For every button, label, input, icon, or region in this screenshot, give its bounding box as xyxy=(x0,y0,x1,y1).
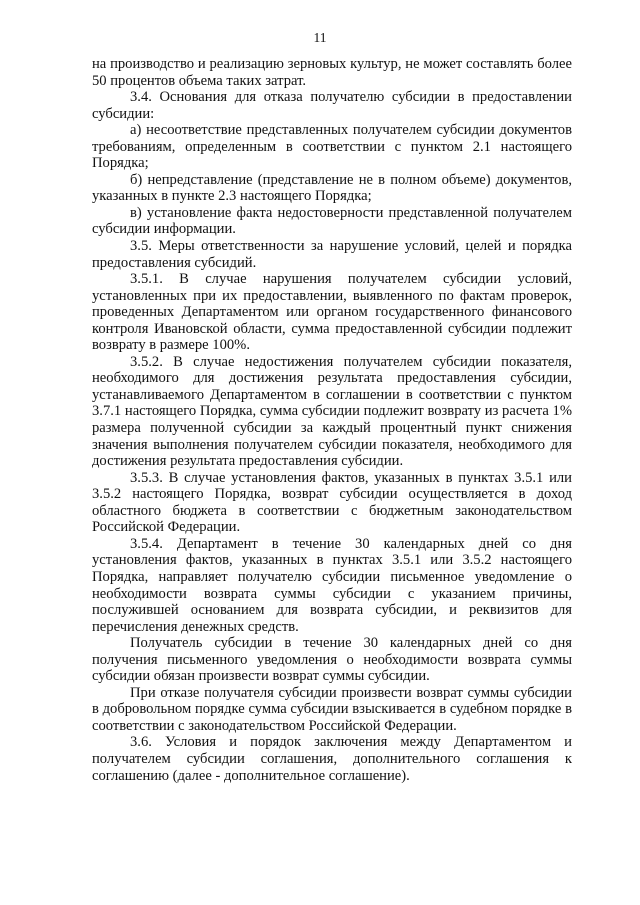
paragraph-3-4-v: в) установление факта недостоверности представленной получателем субсидии информации. xyxy=(92,204,572,238)
paragraph-3-5-3: 3.5.3. В случае установления фактов, указанных в пунктах 3.5.1 или 3.5.2 настоящего Порядка, возврат субсидии осуществляется в доход областного бюджета в соответствии с бюджетным законодательством Российской Федерации. xyxy=(92,469,572,536)
paragraph-refund-obligation: Получатель субсидии в течение 30 календарных дней со дня получения письменного уведомления о необходимости возврата суммы субсидии обязан произвести возврат суммы субсидии. xyxy=(92,635,572,685)
paragraph-continuation: на производство и реализацию зерновых культур, не может составлять более 50 процентов объема таких затрат. xyxy=(92,56,572,89)
paragraph-3-5-4: 3.5.4. Департамент в течение 30 календарных дней со дня установления фактов, указанных в пунктах 3.5.1 или 3.5.2 настоящего Порядка, направляет получателю субсидии письменное уведомление о необходимости возврата суммы субсидии с указанием причины, послужившей основанием для возврата субсидии, и реквизитов для перечисления денежных средств. xyxy=(92,535,572,635)
paragraph-3-6: 3.6. Условия и порядок заключения между Департаментом и получателем субсидии соглашения, дополнительного соглашения к соглашению (далее - дополнительное соглашение). xyxy=(92,734,572,784)
paragraph-3-4-a: а) несоответствие представленных получателем субсидии документов требованиям, определенным в соответствии с пунктом 2.1 настоящего Порядка; xyxy=(92,122,572,172)
paragraph-3-5-2: 3.5.2. В случае недостижения получателем субсидии показателя, необходимого для достижения результата предоставления субсидии, устанавливаемого Департаментом в соглашении в соответствии с пунктом 3.7.1 настоящего Порядка, сумма субсидии подлежит возврату из расчета 1% размера полученной субсидии за каждый процентный пункт снижения значения выполнения получателем субсидии показателя, необходимого для достижения результата предоставления субсидии. xyxy=(92,353,572,470)
paragraph-refusal-refund: При отказе получателя субсидии произвести возврат суммы субсидии в добровольном порядке сумма субсидии взыскивается в судебном порядке в соответствии с законодательством Российской Федерации. xyxy=(92,684,572,734)
paragraph-3-4: 3.4. Основания для отказа получателю субсидии в предоставлении субсидии: xyxy=(92,89,572,122)
paragraph-3-5-1: 3.5.1. В случае нарушения получателем субсидии условий, установленных при их предоставлении, выявленного по фактам проверок, проведенных Департаментом или органом государственного финансового контроля Ивановской области, сумма предоставленной субсидии подлежит возврату в размере 100%. xyxy=(92,271,572,354)
page-number: 11 xyxy=(313,30,327,45)
paragraph-3-5: 3.5. Меры ответственности за нарушение условий, целей и порядка предоставления субсидий. xyxy=(92,238,572,271)
paragraph-3-4-b: б) непредставление (представление не в полном объеме) документов, указанных в пункте 2.3 настоящего Порядка; xyxy=(92,171,572,205)
document-body xyxy=(92,56,572,784)
